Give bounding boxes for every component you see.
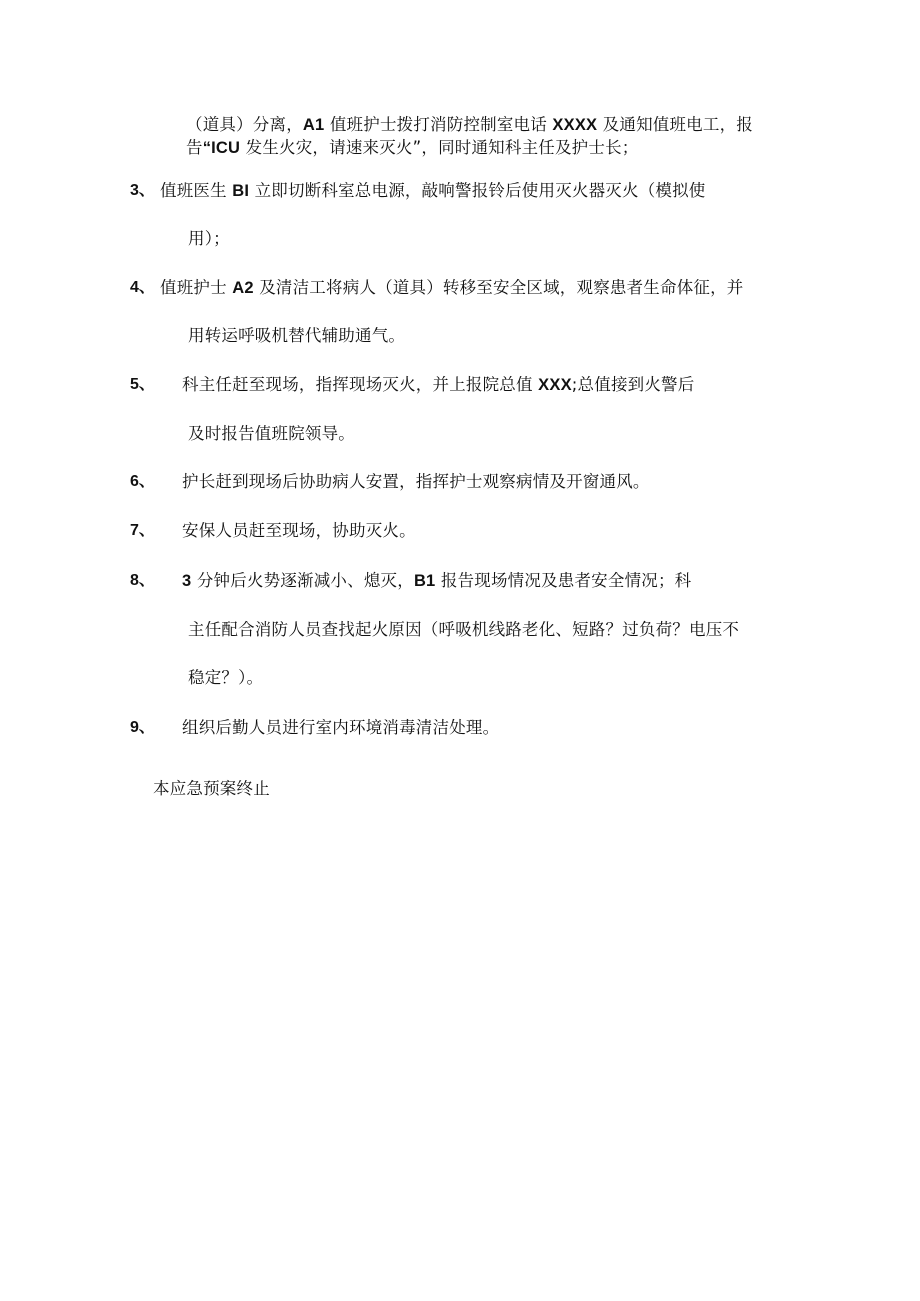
item-8-line-3: 稳定？）。 [188,668,264,687]
intro-line-1: （道具）分离，A1 值班护士拨打消防控制室电话 XXXX 及通知值班电工，报 [186,115,753,134]
item-7-line-1: 安保人员赶至现场，协助灭火。 [182,521,416,540]
item-5-line-2: 及时报告值班院领导。 [188,424,355,443]
item-8-line-1: 3 分钟后火势逐渐减小、熄灭，B1 报告现场情况及患者安全情况；科 [182,571,692,590]
item-number: 3、 [130,182,155,199]
item-4-line-2: 用转运呼吸机替代辅助通气。 [188,326,406,345]
item-number: 8、 [130,572,155,589]
item-8-line-2: 主任配合消防人员查找起火原因（呼吸机线路老化、短路？过负荷？电压不 [188,620,740,639]
item-number: 9、 [130,719,155,736]
item-3-line-1: 值班医生 BI 立即切断科室总电源，敲响警报铃后使用灭火器灭火（模拟使 [160,181,706,200]
item-5-line-1: 科主任赶至现场，指挥现场灭火，并上报院总值 XXX;总值接到火警后 [182,375,695,394]
item-6-line-1: 护长赶到现场后协助病人安置，指挥护士观察病情及开窗通风。 [182,472,650,491]
intro-line-2: 告“ICU 发生火灾，请速来灭火”，同时通知科主任及护士长； [186,138,639,157]
item-number: 7、 [130,522,155,539]
item-9-line-1: 组织后勤人员进行室内环境消毒清洁处理。 [182,718,500,737]
item-4-line-1: 值班护士 A2 及清洁工将病人（道具）转移至安全区域，观察患者生命体征，并 [160,278,744,297]
item-number: 4、 [130,279,155,296]
item-number: 6、 [130,473,155,490]
closing-statement: 本应急预案终止 [153,779,270,798]
item-number: 5、 [130,376,155,393]
item-3-line-2: 用）； [188,229,230,248]
